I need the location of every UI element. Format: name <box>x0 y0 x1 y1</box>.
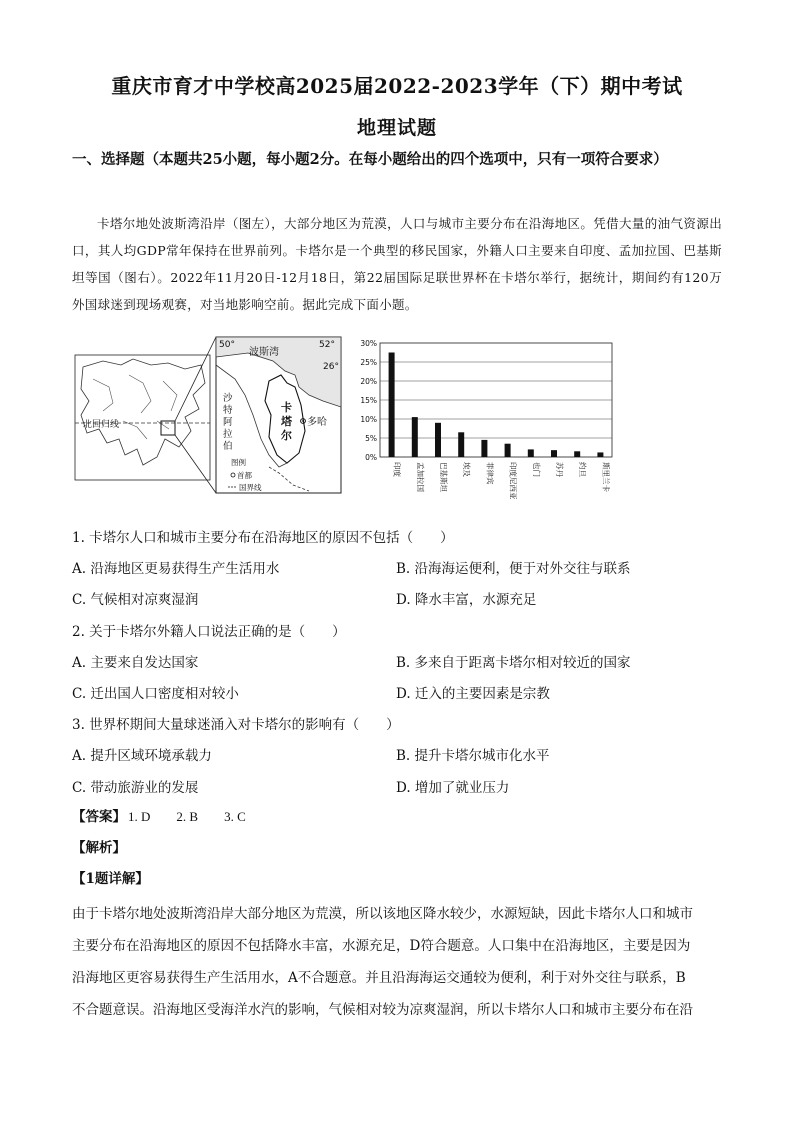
bar <box>458 432 464 457</box>
chart-svg <box>350 335 620 505</box>
saudi-char-4: 拉 <box>223 429 233 440</box>
analysis-label: 【解析】 <box>72 840 126 856</box>
y-tick-label: 20% <box>360 377 377 386</box>
lat-50-label: 50° <box>219 340 235 350</box>
y-tick-label: 10% <box>360 415 377 424</box>
legend-border-label: 国界线 <box>239 483 262 492</box>
x-tick-label: 约旦 <box>578 462 588 477</box>
answer-3: 3. C <box>224 809 246 824</box>
q2-option-a: A. 主要来自发达国家 <box>72 655 199 671</box>
saudi-char-5: 伯 <box>223 441 233 452</box>
question-3: 3. 世界杯期间大量球迷涌入对卡塔尔的影响有（ ） <box>72 717 400 733</box>
saudi-char-1: 沙 <box>223 393 233 404</box>
doha-label: 多哈 <box>307 417 327 428</box>
q3-option-d: D. 增加了就业压力 <box>396 780 510 796</box>
q2-option-c: C. 迁出国人口密度相对较小 <box>72 686 239 702</box>
qatar-char-3: 尔 <box>281 429 292 442</box>
y-tick-label: 25% <box>360 358 377 367</box>
bar <box>505 444 511 457</box>
answer-line <box>72 805 246 825</box>
answer-1: 1. D <box>128 809 151 824</box>
bar <box>435 423 441 457</box>
bar <box>551 450 557 457</box>
q2-option-d: D. 迁入的主要因素是宗教 <box>396 686 550 702</box>
legend-capital-label: 首都 <box>237 471 252 480</box>
section-heading: 一、选择题（本题共25小题，每小题2分。在每小题给出的四个选项中，只有一项符合要求） <box>72 151 668 168</box>
qatar-char-2: 塔 <box>281 415 292 428</box>
q1-option-a: A. 沿海地区更易获得生产生活用水 <box>72 561 280 577</box>
y-tick-label: 15% <box>360 396 377 405</box>
saudi-char-2: 特 <box>223 405 233 416</box>
question-passage <box>72 210 722 318</box>
q3-option-c: C. 带动旅游业的发展 <box>72 780 199 796</box>
x-tick-label: 孟加拉国 <box>415 462 425 492</box>
passage-text: 卡塔尔地处波斯湾沿岸（图左），大部分地区为荒漠，人口与城市主要分布在沿海地区。凭借大量的油气资源出口，其人均GDP常年保持在世界前列。卡塔尔是一个典型的移民国家，外籍人口主要来自印度、孟加拉国、巴基斯坦等国（图右）。2022年11月20日-12月18日，第22届国际足联世界杯在卡塔尔举行，据统计，期间约有120万外国球迷到现场观赛，对当地影响空前。据此完成下面小题。 <box>72 216 722 312</box>
y-tick-label: 30% <box>360 339 377 348</box>
x-tick-label: 斯里兰卡 <box>601 462 611 492</box>
bar <box>481 440 487 457</box>
exam-subtitle: 地理试题 <box>356 117 437 139</box>
explanation-line-1: 由于卡塔尔地处波斯湾沿岸大部分地区为荒漠，所以该地区降水较少，水源短缺，因此卡塔尔人口和城市 <box>72 906 693 922</box>
q3-option-a: A. 提升区域环境承载力 <box>72 748 212 764</box>
answer-label: 【答案】 <box>72 809 126 825</box>
y-tick-label: 5% <box>365 434 377 443</box>
x-tick-label: 苏丹 <box>555 462 564 477</box>
q1-option-d: D. 降水丰富，水源充足 <box>396 592 537 608</box>
detail-label: 【1题详解】 <box>72 871 149 887</box>
q2-option-b: B. 多来自于距离卡塔尔相对较近的国家 <box>396 655 631 671</box>
x-tick-label: 印度 <box>392 462 402 477</box>
qatar-char-1: 卡 <box>281 401 292 414</box>
question-1: 1. 卡塔尔人口和城市主要分布在沿海地区的原因不包括（ ） <box>72 530 454 546</box>
q3-option-b: B. 提升卡塔尔城市化水平 <box>396 748 550 764</box>
lat-52-label: 52° <box>319 340 335 350</box>
bar <box>597 452 603 457</box>
q1-option-b: B. 沿海海运便利，便于对外交往与联系 <box>396 561 631 577</box>
doha-dot <box>302 420 304 422</box>
saudi-char-3: 阿 <box>223 417 233 428</box>
bar <box>412 417 418 457</box>
migrant-origin-chart <box>350 335 620 505</box>
map-svg <box>73 335 343 495</box>
legend-title: 图例 <box>231 458 246 467</box>
x-tick-label: 菲律宾 <box>485 462 495 485</box>
bar <box>574 451 580 457</box>
inset-frame <box>75 355 210 480</box>
x-tick-label: 也门 <box>531 462 541 477</box>
y-tick-label: 0% <box>365 453 377 462</box>
qatar-location-map <box>73 335 343 495</box>
x-tick-label: 埃及 <box>462 462 472 477</box>
question-2: 2. 关于卡塔尔外籍人口说法正确的是（ ） <box>72 624 346 640</box>
lat-26-label: 26° <box>323 362 339 372</box>
explanation-line-4: 不合题意误。沿海地区受海洋水汽的影响，气候相对较为凉爽湿润，所以卡塔尔人口和城市主要分布在沿 <box>72 1002 693 1018</box>
bar <box>528 449 534 457</box>
tropic-label: 北回归线 <box>83 420 120 430</box>
x-tick-label: 印度尼西亚 <box>508 462 518 500</box>
explanation <box>72 898 722 1026</box>
bar <box>389 353 395 458</box>
explanation-line-3: 沿海地区更容易获得生产生活用水，A不合题意。并且沿海海运交通较为便利，利于对外交往与联系，B <box>72 970 686 986</box>
gulf-label: 波斯湾 <box>249 347 279 358</box>
exam-title: 重庆市育才中学校高2025届2022-2023学年（下）期中考试 <box>111 74 683 98</box>
q1-option-c: C. 气候相对凉爽湿润 <box>72 592 199 608</box>
answer-2: 2. B <box>176 809 199 824</box>
x-tick-label: 巴基斯坦 <box>439 462 448 492</box>
explanation-line-2: 主要分布在沿海地区的原因不包括降水丰富，水源充足，D符合题意。人口集中在沿海地区，主要是因为 <box>72 938 691 954</box>
